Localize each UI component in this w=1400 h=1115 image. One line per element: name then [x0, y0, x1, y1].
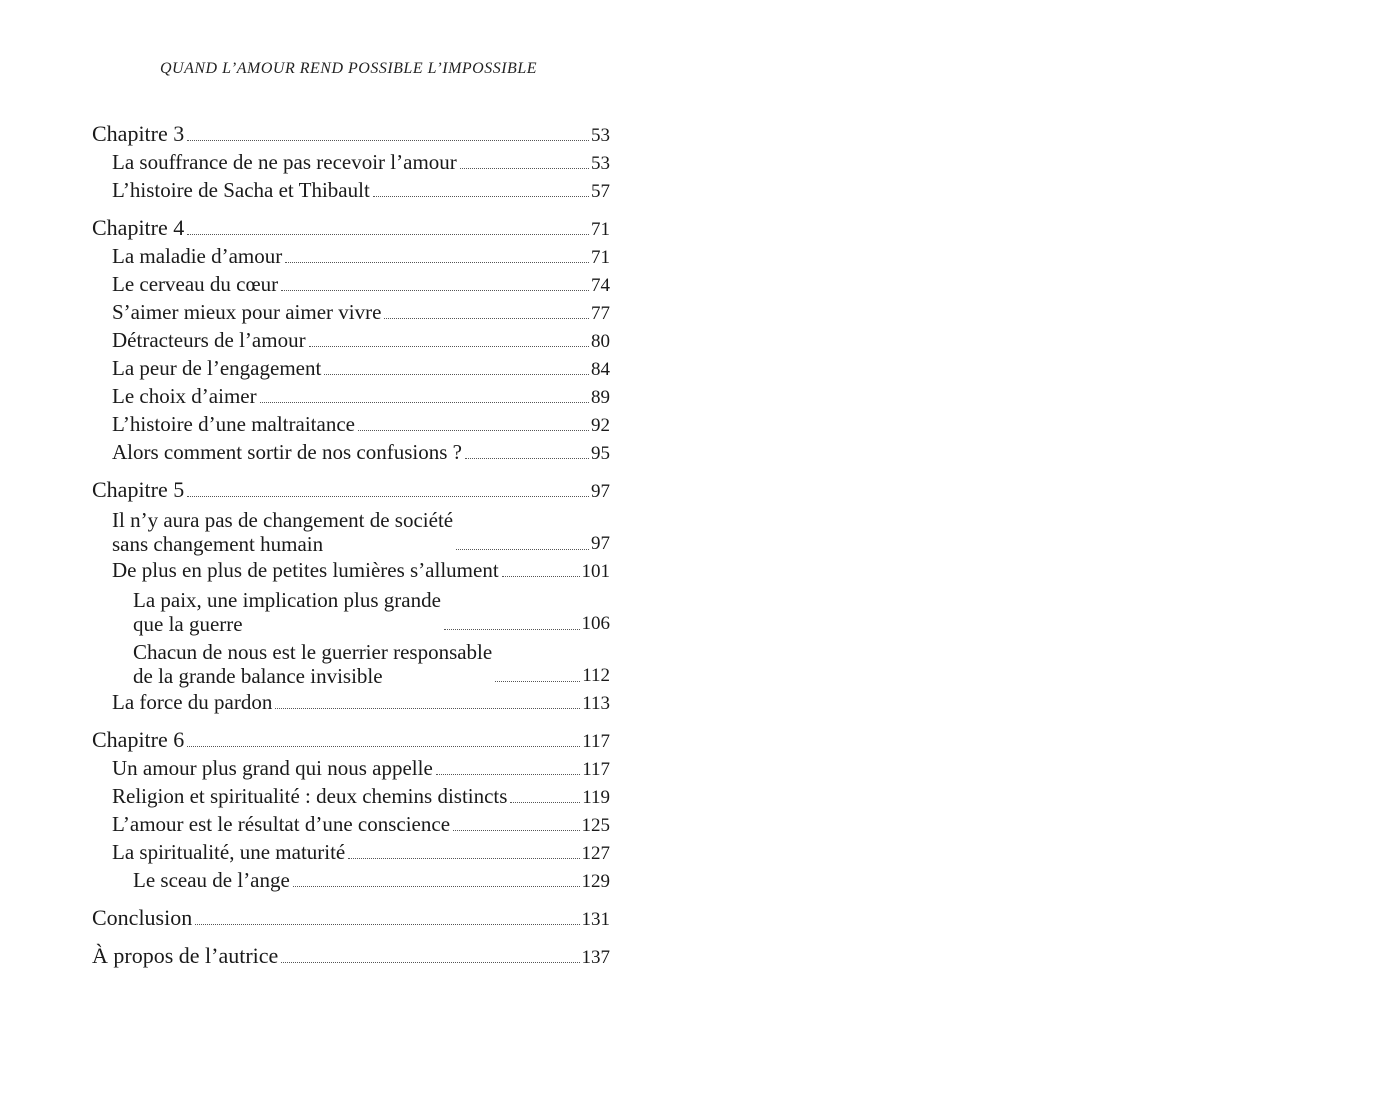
dot-leader: [187, 234, 589, 235]
toc-entry-title: La force du pardon: [112, 690, 273, 714]
dot-leader: [187, 140, 589, 141]
toc-page-number: 112: [582, 665, 610, 686]
toc-section-entry: [92, 556, 610, 584]
toc-chapter-entry: [92, 476, 610, 504]
toc-page-number: 97: [591, 533, 610, 554]
toc-section-entry: [92, 354, 610, 382]
dot-leader: [187, 496, 589, 497]
toc-entry-title: Alors comment sortir de nos confusions ?: [112, 440, 462, 464]
toc-page-number: 129: [581, 871, 610, 892]
dot-leader: [195, 924, 579, 925]
toc-entry-title: Un amour plus grand qui nous appelle: [112, 756, 433, 780]
toc-entry-title: La paix, une implication plus grande que la guerre: [133, 588, 441, 636]
dot-leader: [373, 196, 589, 197]
dot-leader: [293, 886, 580, 887]
toc-page-number: 97: [591, 481, 610, 502]
dot-leader: [348, 858, 579, 859]
toc-section-entry: [92, 504, 610, 556]
toc-section-entry: [92, 438, 610, 466]
toc-entry-title: L’amour est le résultat d’une conscience: [112, 812, 451, 836]
dot-leader: [187, 746, 580, 747]
toc-chapter-entry: [92, 120, 610, 148]
toc-section-entry: [92, 298, 610, 326]
toc-page-number: 119: [582, 787, 610, 808]
toc-page-number: 80: [591, 331, 610, 352]
dot-leader: [460, 168, 589, 169]
toc-entry-title: La maladie d’amour: [112, 244, 283, 268]
toc-section-entry: [92, 636, 610, 688]
toc-page-number: 53: [591, 153, 610, 174]
table-of-contents: [92, 120, 610, 970]
dot-leader: [465, 458, 589, 459]
toc-chapter-entry: [92, 942, 610, 970]
toc-page-number: 71: [591, 219, 610, 240]
toc-entry-title: Chacun de nous est le guerrier responsable de la grande balance invisible: [133, 640, 493, 688]
toc-page-number: 77: [591, 303, 610, 324]
toc-section-entry: [92, 410, 610, 438]
toc-entry-title: Chapitre 5: [92, 477, 185, 502]
dot-leader: [495, 681, 580, 682]
dot-leader: [456, 549, 589, 550]
toc-section-entry: [92, 838, 610, 866]
dot-leader: [285, 262, 589, 263]
toc-page-number: 137: [581, 947, 610, 968]
toc-entry-title: Conclusion: [92, 905, 193, 930]
toc-section-entry: [92, 270, 610, 298]
toc-entry-title: Le choix d’aimer: [112, 384, 257, 408]
toc-page-number: 71: [591, 247, 610, 268]
toc-page-number: 106: [581, 613, 610, 634]
toc-page-number: 117: [582, 759, 610, 780]
dot-leader: [384, 318, 589, 319]
toc-page-number: 57: [591, 181, 610, 202]
toc-entry-title: L’histoire d’une maltraitance: [112, 412, 355, 436]
toc-page-number: 125: [581, 815, 610, 836]
toc-section-entry: [92, 810, 610, 838]
toc-entry-title: Le sceau de l’ange: [133, 868, 290, 892]
toc-entry-title: Chapitre 4: [92, 215, 185, 240]
toc-section-entry: [92, 688, 610, 716]
toc-entry-title: La spiritualité, une maturité: [112, 840, 346, 864]
toc-page-number: 74: [591, 275, 610, 296]
toc-chapter-entry: [92, 726, 610, 754]
dot-leader: [436, 774, 580, 775]
toc-section-entry: [92, 866, 610, 894]
toc-entry-title: Détracteurs de l’amour: [112, 328, 306, 352]
toc-entry-title: À propos de l’autrice: [92, 943, 279, 968]
running-head: QUAND L’AMOUR REND POSSIBLE L’IMPOSSIBLE: [160, 60, 537, 77]
dot-leader: [281, 962, 579, 963]
toc-page-number: 95: [591, 443, 610, 464]
dot-leader: [444, 629, 580, 630]
toc-page-number: 113: [582, 693, 610, 714]
dot-leader: [309, 346, 589, 347]
toc-section-entry: [92, 242, 610, 270]
toc-page-number: 84: [591, 359, 610, 380]
dot-leader: [358, 430, 589, 431]
toc-entry-title: Religion et spiritualité : deux chemins distincts: [112, 784, 508, 808]
toc-page-number: 101: [581, 561, 610, 582]
toc-section-entry: [92, 382, 610, 410]
dot-leader: [510, 802, 580, 803]
toc-page-number: 53: [591, 125, 610, 146]
toc-page-number: 92: [591, 415, 610, 436]
dot-leader: [260, 402, 589, 403]
dot-leader: [281, 290, 589, 291]
toc-page-number: 127: [581, 843, 610, 864]
toc-entry-title: Chapitre 3: [92, 121, 185, 146]
toc-entry-title: Chapitre 6: [92, 727, 185, 752]
toc-entry-title: Le cerveau du cœur: [112, 272, 279, 296]
toc-entry-title: La souffrance de ne pas recevoir l’amour: [112, 150, 457, 174]
toc-page-number: 131: [581, 909, 610, 930]
toc-section-entry: [92, 148, 610, 176]
dot-leader: [453, 830, 579, 831]
dot-leader: [275, 708, 580, 709]
toc-section-entry: [92, 326, 610, 354]
toc-entry-title: S’aimer mieux pour aimer vivre: [112, 300, 382, 324]
toc-page-number: 89: [591, 387, 610, 408]
toc-entry-title: La peur de l’engagement: [112, 356, 322, 380]
toc-page-number: 117: [582, 731, 610, 752]
toc-section-entry: [92, 754, 610, 782]
toc-entry-title: Il n’y aura pas de changement de société sans changement humain: [112, 508, 454, 556]
dot-leader: [324, 374, 589, 375]
dot-leader: [502, 576, 580, 577]
toc-entry-title: De plus en plus de petites lumières s’allument: [112, 558, 499, 582]
toc-entry-title: L’histoire de Sacha et Thibault: [112, 178, 370, 202]
toc-chapter-entry: [92, 904, 610, 932]
toc-section-entry: [92, 584, 610, 636]
toc-chapter-entry: [92, 214, 610, 242]
toc-section-entry: [92, 782, 610, 810]
toc-section-entry: [92, 176, 610, 204]
